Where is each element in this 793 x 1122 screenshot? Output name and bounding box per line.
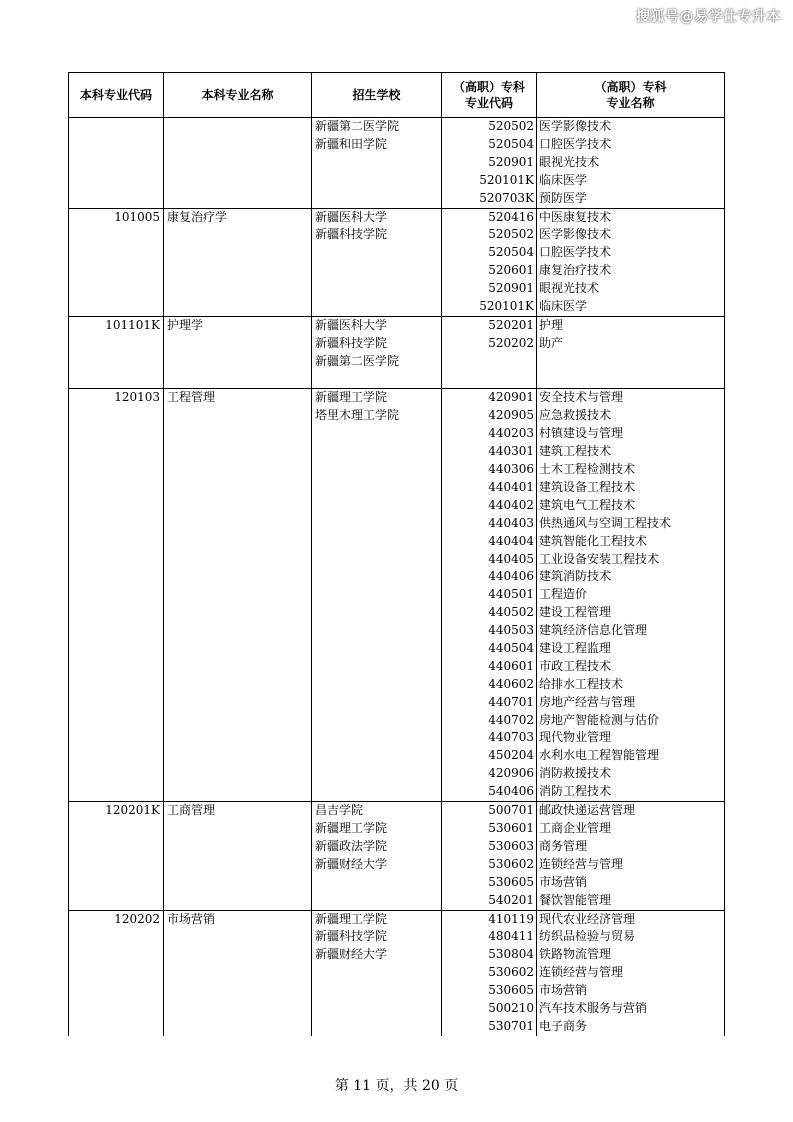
school-name: 新疆科技学院 [315, 227, 388, 242]
college-major-code: 520601 [488, 263, 534, 278]
college-major-name: 市政工程技术 [539, 658, 612, 673]
college-major-name: 房地产经营与管理 [539, 694, 636, 709]
school-cell [312, 389, 442, 802]
college-major-name: 工业设备安装工程技术 [539, 551, 660, 566]
bachelor-code-cell [69, 316, 164, 389]
header-college-name-line1: （高职）专科 [594, 80, 667, 94]
college-major-code: 440502 [488, 605, 534, 620]
college-major-code: 530605 [488, 874, 534, 889]
bachelor-name-cell [164, 802, 312, 910]
college-major-name: 现代农业经济管理 [539, 911, 636, 926]
college-major-name: 铁路物流管理 [539, 947, 612, 962]
college-major-name: 建筑工程技术 [539, 444, 612, 459]
college-major-name: 市场营销 [539, 874, 588, 889]
college-major-name: 康复治疗技术 [539, 263, 612, 278]
college-major-code: 530605 [488, 983, 534, 998]
college-major-code: 440405 [488, 551, 534, 566]
school-name: 塔里木理工学院 [315, 408, 400, 423]
bachelor-code-cell [69, 389, 164, 802]
college-major-name: 现代物业管理 [539, 730, 612, 745]
header-college-name [537, 73, 725, 118]
school-cell [312, 802, 442, 910]
college-major-name: 应急救援技术 [539, 408, 612, 423]
college-major-name: 临床医学 [539, 172, 588, 187]
college-major-name: 助产 [539, 335, 564, 350]
college-major-name: 市场营销 [539, 983, 588, 998]
school-name: 新疆医科大学 [315, 317, 388, 332]
table-row [69, 389, 725, 802]
school-name: 新疆理工学院 [315, 821, 388, 836]
school-name: 新疆理工学院 [315, 911, 388, 926]
college-major-name: 供热通风与空调工程技术 [539, 515, 672, 530]
bachelor-name-cell [164, 389, 312, 802]
college-code-cell [442, 389, 537, 802]
college-name-cell [537, 208, 725, 316]
bachelor-name: 市场营销 [167, 911, 216, 926]
college-major-name: 护理 [539, 317, 564, 332]
table-row [69, 802, 725, 910]
bachelor-name-cell [164, 208, 312, 316]
college-major-code: 480411 [488, 929, 534, 944]
college-major-code: 440703 [488, 730, 534, 745]
college-major-name: 工程造价 [539, 587, 588, 602]
bachelor-name: 护理学 [167, 317, 204, 332]
college-major-name: 预防医学 [539, 190, 588, 205]
college-code-cell [442, 910, 537, 1036]
college-major-code: 440701 [488, 694, 534, 709]
college-major-name: 汽车技术服务与营销 [539, 1001, 648, 1016]
bachelor-code-cell [69, 910, 164, 1036]
school-cell [312, 208, 442, 316]
college-major-code: 520504 [488, 245, 534, 260]
college-major-code: 530602 [488, 856, 534, 871]
college-major-name: 建筑消防技术 [539, 569, 612, 584]
college-major-name: 餐饮智能管理 [539, 892, 612, 907]
header-college-name-line2: 专业名称 [606, 96, 655, 110]
college-major-code: 530601 [488, 821, 534, 836]
college-major-name: 消防救援技术 [539, 766, 612, 781]
school-cell [312, 910, 442, 1036]
table-row [69, 316, 725, 389]
school-name: 新疆第二医学院 [315, 119, 400, 133]
college-major-code: 540406 [488, 784, 534, 799]
college-major-name: 土木工程检测技术 [539, 462, 636, 477]
college-code-cell [442, 118, 537, 209]
college-code-cell [442, 316, 537, 389]
college-major-name: 建筑电气工程技术 [539, 497, 636, 512]
college-major-code: 520101K [479, 172, 534, 187]
college-name-cell [537, 316, 725, 389]
college-major-name: 邮政快递运营管理 [539, 803, 636, 818]
college-major-name: 眼视光技术 [539, 281, 600, 296]
college-major-code: 440504 [488, 640, 534, 655]
college-major-code: 520201 [488, 317, 534, 332]
college-major-name: 工商企业管理 [539, 821, 612, 836]
college-major-code: 520101K [479, 298, 534, 313]
table-row [69, 208, 725, 316]
college-major-name: 连锁经营与管理 [539, 856, 624, 871]
college-major-name: 医学影像技术 [539, 227, 612, 242]
college-major-code: 440402 [488, 497, 534, 512]
college-major-name: 建筑智能化工程技术 [539, 533, 648, 548]
bachelor-code-cell [69, 118, 164, 209]
school-name: 新疆医科大学 [315, 209, 388, 224]
school-name: 新疆第二医学院 [315, 353, 400, 368]
header-bachelor-code: 本科专业代码 [69, 73, 164, 118]
college-major-code: 420901 [488, 390, 534, 405]
college-code-cell [442, 802, 537, 910]
college-major-code: 520502 [488, 227, 534, 242]
college-name-cell [537, 118, 725, 209]
major-table [68, 72, 725, 1036]
college-major-name: 中医康复技术 [539, 209, 612, 224]
college-major-code: 410119 [488, 911, 534, 926]
school-name: 昌吉学院 [315, 803, 364, 818]
bachelor-code: 101005 [114, 209, 160, 224]
college-major-code: 530602 [488, 965, 534, 980]
table-row [69, 118, 725, 209]
bachelor-code: 120103 [114, 390, 160, 405]
college-major-code: 440501 [488, 587, 534, 602]
bachelor-name: 工程管理 [167, 390, 216, 405]
school-name: 新疆财经大学 [315, 856, 388, 871]
table-row [69, 910, 725, 1036]
school-name: 新疆和田学院 [315, 136, 388, 151]
college-major-code: 530701 [488, 1018, 534, 1033]
header-bachelor-name: 本科专业名称 [164, 73, 312, 118]
college-major-code: 450204 [488, 748, 534, 763]
page-footer: 第 11 页，共 20 页 [334, 1078, 459, 1094]
college-major-code: 440406 [488, 569, 534, 584]
school-cell [312, 316, 442, 389]
bachelor-name: 工商管理 [167, 803, 216, 818]
college-major-name: 水利水电工程智能管理 [539, 748, 660, 763]
header-college-code-line2: 专业代码 [464, 96, 513, 110]
bachelor-code [69, 118, 160, 136]
college-major-name: 纺织品检验与贸易 [539, 929, 636, 944]
bachelor-name [167, 118, 311, 136]
college-major-code: 500701 [488, 803, 534, 818]
college-major-code: 440301 [488, 444, 534, 459]
school-cell [312, 118, 442, 209]
bachelor-code: 120202 [114, 911, 160, 926]
college-major-name: 村镇建设与管理 [539, 426, 624, 441]
table-body [69, 118, 725, 1036]
college-major-code: 520901 [488, 154, 534, 169]
college-major-name: 给排水工程技术 [539, 676, 624, 691]
college-major-name: 电子商务 [539, 1018, 588, 1033]
college-major-code: 440503 [488, 623, 534, 638]
college-major-name: 安全技术与管理 [539, 390, 624, 405]
college-major-name: 商务管理 [539, 838, 588, 853]
college-major-name: 口腔医学技术 [539, 245, 612, 260]
bachelor-name: 康复治疗学 [167, 209, 228, 224]
watermark: 搜狐号@易学仕专升本 [636, 9, 781, 25]
college-major-code: 440306 [488, 462, 534, 477]
college-major-name: 建设工程监理 [539, 640, 612, 655]
college-name-cell [537, 910, 725, 1036]
school-name: 新疆理工学院 [315, 390, 388, 405]
college-major-code: 440401 [488, 479, 534, 494]
college-major-code: 420905 [488, 408, 534, 423]
college-code-cell [442, 208, 537, 316]
college-major-code: 530603 [488, 838, 534, 853]
college-major-name: 房地产智能检测与估价 [539, 712, 660, 727]
bachelor-name-cell [164, 118, 312, 209]
college-major-code: 530804 [488, 947, 534, 962]
college-major-code: 440702 [488, 712, 534, 727]
college-major-name: 建筑经济信息化管理 [539, 623, 648, 638]
college-name-cell [537, 802, 725, 910]
college-major-name: 眼视光技术 [539, 154, 600, 169]
college-major-name: 建设工程管理 [539, 605, 612, 620]
bachelor-code: 101101K [105, 317, 160, 332]
college-major-name: 连锁经营与管理 [539, 965, 624, 980]
college-major-code: 520202 [488, 335, 534, 350]
school-name: 新疆科技学院 [315, 929, 388, 944]
bachelor-name-cell [164, 316, 312, 389]
college-major-name: 口腔医学技术 [539, 136, 612, 151]
college-name-cell [537, 389, 725, 802]
college-major-code: 440203 [488, 426, 534, 441]
college-major-code: 440403 [488, 515, 534, 530]
college-major-code: 520504 [488, 136, 534, 151]
header-school: 招生学校 [312, 73, 442, 118]
header-row [69, 73, 725, 118]
college-major-code: 520416 [488, 209, 534, 224]
bachelor-code: 120201K [105, 803, 160, 818]
school-name: 新疆科技学院 [315, 335, 388, 350]
college-major-code: 420906 [488, 766, 534, 781]
school-name: 新疆政法学院 [315, 838, 388, 853]
college-major-name: 消防工程技术 [539, 784, 612, 799]
school-name: 新疆财经大学 [315, 947, 388, 962]
college-major-code: 520703K [479, 190, 534, 205]
college-major-name: 建筑设备工程技术 [539, 479, 636, 494]
bachelor-code-cell [69, 208, 164, 316]
header-college-code [442, 73, 537, 118]
college-major-code: 540201 [488, 892, 534, 907]
college-major-code: 440601 [488, 658, 534, 673]
bachelor-code-cell [69, 802, 164, 910]
college-major-code: 500210 [488, 1001, 534, 1016]
college-major-code: 520502 [488, 119, 534, 133]
college-major-code: 440404 [488, 533, 534, 548]
college-major-code: 520901 [488, 281, 534, 296]
college-major-name: 临床医学 [539, 298, 588, 313]
bachelor-name-cell [164, 910, 312, 1036]
header-college-code-line1: （高职）专科 [452, 80, 525, 94]
college-major-code: 440602 [488, 676, 534, 691]
college-major-name: 医学影像技术 [539, 119, 612, 133]
